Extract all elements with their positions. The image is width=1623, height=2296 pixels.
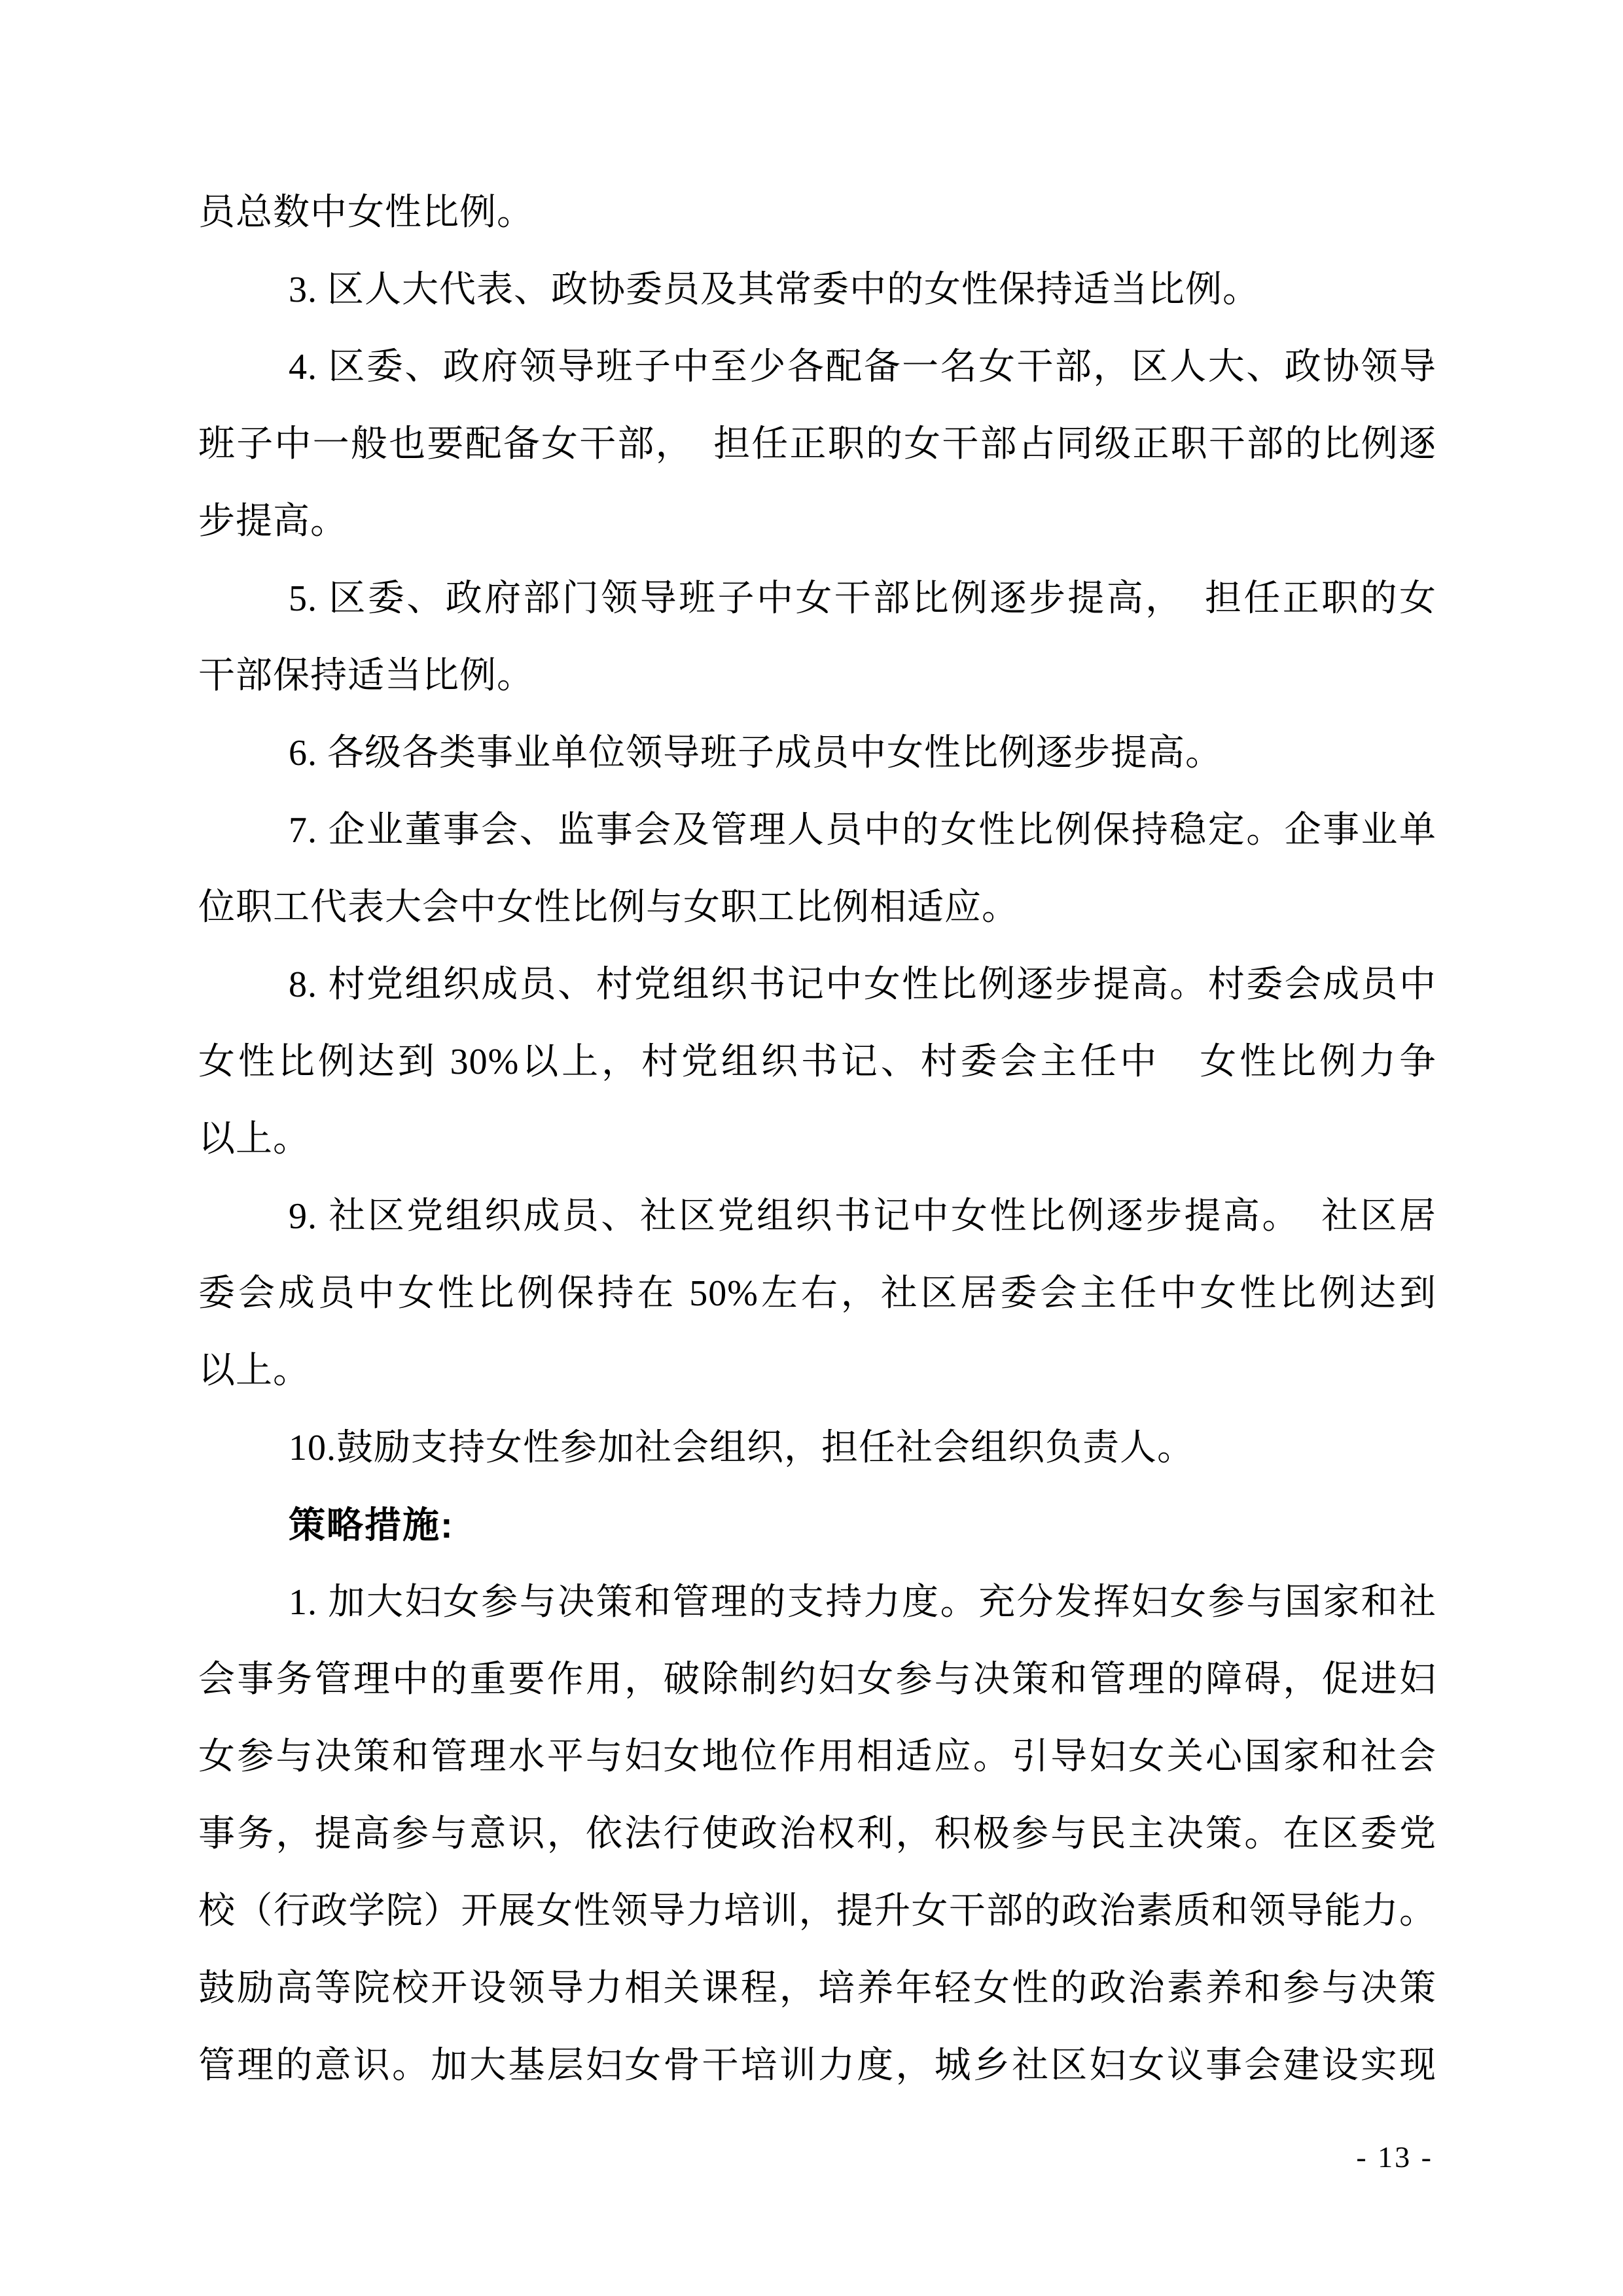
page-number: - 13 -: [1356, 2140, 1433, 2174]
text-line: 以上。: [198, 1119, 310, 1159]
list-item-7: 7. 企业董事会、监事会及管理人员中的女性比例保持稳定。企事业单: [289, 810, 1436, 851]
text-line: 女性比例达到 30%以上，村党组织书记、村委会主任中 女性比例力争: [198, 1042, 1436, 1082]
list-item-5: 5. 区委、政府部门领导班子中女干部比例逐步提高， 担任正职的女: [289, 578, 1436, 619]
document-body: [198, 174, 1436, 2104]
section-heading: 策略措施:: [289, 1504, 454, 1545]
list-item-3: 3. 区人大代表、政协委员及其常委中的女性保持适当比例。: [289, 270, 1260, 310]
text-line: 校（行政学院）开展女性领导力培训，提升女干部的政治素质和领导能力。: [198, 1891, 1436, 1932]
text-line: 会事务管理中的重要作用，破除制约妇女参与决策和管理的障碍，促进妇: [198, 1659, 1436, 1700]
text-line: 女参与决策和管理水平与妇女地位作用相适应。引导妇女关心国家和社会: [198, 1737, 1436, 1777]
text-line: 管理的意识。加大基层妇女骨干培训力度，城乡社区妇女议事会建设实现: [198, 2045, 1436, 2086]
list-item-6: 6. 各级各类事业单位领导班子成员中女性比例逐步提高。: [289, 733, 1222, 773]
text-line: 班子中一般也要配备女干部， 担任正职的女干部占同级正职干部的比例逐: [198, 424, 1436, 465]
text-line: 干部保持适当比例。: [198, 656, 534, 696]
list-item-10: 10.鼓励支持女性参加社会组织，担任社会组织负责人。: [289, 1428, 1194, 1468]
list-item-8: 8. 村党组织成员、村党组织书记中女性比例逐步提高。村委会成员中: [289, 964, 1436, 1005]
text-line: 以上。: [198, 1351, 310, 1391]
list-item-9: 9. 社区党组织成员、社区党组织书记中女性比例逐步提高。 社区居: [289, 1196, 1436, 1237]
text-line: 委会成员中女性比例保持在 50%左右，社区居委会主任中女性比例达到: [198, 1273, 1436, 1314]
text-line: 步提高。: [198, 501, 348, 542]
text-line: 事务，提高参与意识，依法行使政治权利，积极参与民主决策。在区委党: [198, 1814, 1436, 1854]
list-item-1: 1. 加大妇女参与决策和管理的支持力度。充分发挥妇女参与国家和社: [289, 1582, 1436, 1623]
text-line: 位职工代表大会中女性比例与女职工比例相适应。: [198, 887, 1019, 928]
list-item-4: 4. 区委、政府领导班子中至少各配备一名女干部，区人大、政协领导: [289, 347, 1436, 387]
text-line: 员总数中女性比例。: [198, 192, 534, 233]
text-line: 鼓励高等院校开设领导力相关课程，培养年轻女性的政治素养和参与决策: [198, 1968, 1436, 2009]
